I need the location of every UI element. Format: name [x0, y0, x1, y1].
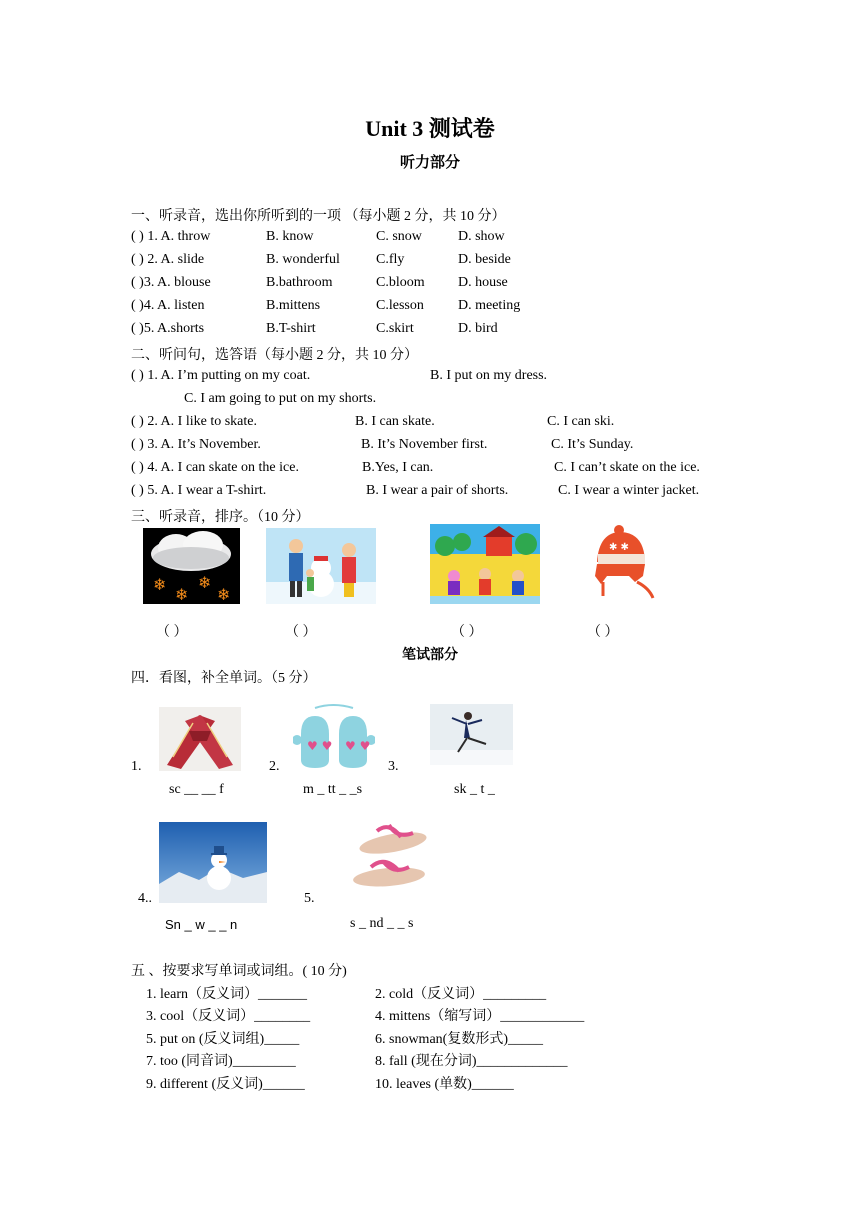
svg-text:❄: ❄: [175, 585, 189, 604]
answer-c: C. It’s Sunday.: [551, 437, 634, 452]
choice-c: C. snow: [376, 229, 422, 244]
answer-a: ( ) 4. A. I can skate on the ice.: [131, 460, 299, 475]
choice-c: C.bloom: [376, 275, 425, 290]
svg-text:♥ ♥: ♥ ♥: [345, 739, 371, 753]
answer-a: ( ) 3. A. It’s November.: [131, 437, 261, 452]
answer-b: B. I put on my dress.: [430, 368, 548, 383]
word-blank-sandals: s _ nd _ _ s: [350, 916, 414, 931]
exercise-item: 10. leaves (单数)______: [375, 1077, 514, 1092]
snowman-image: [159, 822, 267, 903]
children-winter-drawing-image: [430, 524, 540, 604]
section5-heading: 五 、按要求写单词或词组。( 10 分): [131, 964, 347, 979]
order-answer-4: （ ）: [587, 625, 619, 640]
item-number-4: 4..: [138, 891, 152, 906]
section1-heading: 一、听录音，选出你所听到的一项 （每小题 2 分，共 10 分）: [131, 209, 506, 224]
answer-c: C. I am going to put on my shorts.: [184, 391, 377, 406]
exercise-item: 9. different (反义词)______: [146, 1077, 305, 1092]
question-choice-a: ( ) 2. A. slide: [131, 252, 205, 267]
section3-heading: 三、听录音，排序。（10 分）: [131, 510, 310, 525]
answer-b: B. I can skate.: [355, 414, 435, 429]
svg-text:❄: ❄: [217, 585, 231, 604]
listening-part-heading: 听力部分: [399, 155, 460, 171]
word-blank-skate: sk _ t _: [454, 782, 495, 797]
item-number-1: 1.: [131, 759, 142, 774]
exercise-item: 6. snowman(复数形式)_____: [375, 1032, 543, 1047]
item-number-2: 2.: [269, 759, 280, 774]
answer-a: ( ) 1. A. I’m putting on my coat.: [131, 368, 311, 383]
snow-cloud-image: [143, 528, 240, 604]
page-title: Unit 3 测试卷: [365, 116, 495, 141]
item-number-5: 5.: [304, 891, 315, 906]
scarf-image: [159, 707, 241, 771]
answer-b: B. It’s November first.: [361, 437, 488, 452]
question-choice-a: ( )5. A.shorts: [131, 321, 205, 336]
exercise-item: 5. put on (反义词组)_____: [146, 1032, 300, 1047]
answer-b: B. I wear a pair of shorts.: [366, 483, 509, 498]
exercise-item: 4. mittens（缩写词）____________: [375, 1009, 585, 1024]
answer-c: C. I wear a winter jacket.: [558, 483, 700, 498]
svg-text:❄: ❄: [153, 575, 167, 594]
family-snowman-image: [266, 528, 376, 604]
answer-a: ( ) 5. A. I wear a T-shirt.: [131, 483, 267, 498]
exercise-item: 8. fall (现在分词)_____________: [375, 1054, 568, 1069]
winter-hat-image: [589, 524, 659, 604]
choice-b: B.T-shirt: [266, 321, 316, 336]
choice-d: D. meeting: [458, 298, 521, 313]
choice-b: B. wonderful: [266, 252, 340, 267]
order-answer-1: （ ）: [156, 625, 188, 640]
question-choice-a: ( ) 1. A. throw: [131, 229, 211, 244]
choice-b: B.bathroom: [266, 275, 333, 290]
choice-b: B. know: [266, 229, 314, 244]
writing-part-heading: 笔试部分: [402, 648, 458, 663]
choice-c: C.fly: [376, 252, 405, 267]
choice-b: B.mittens: [266, 298, 321, 313]
answer-a: ( ) 2. A. I like to skate.: [131, 414, 257, 429]
section4-heading: 四．看图，补全单词。（5 分）: [131, 671, 317, 686]
word-blank-mittens: m _ tt _ _s: [303, 782, 363, 797]
svg-text:❄: ❄: [198, 573, 212, 592]
answer-c: C. I can’t skate on the ice.: [554, 460, 700, 475]
exercise-item: 1. learn（反义词）_______: [146, 987, 307, 1002]
choice-d: D. show: [458, 229, 505, 244]
order-answer-3: （ ）: [451, 625, 483, 640]
choice-d: D. house: [458, 275, 508, 290]
item-number-3: 3.: [388, 759, 399, 774]
skater-image: [430, 704, 513, 765]
svg-text:✱ ✱: ✱ ✱: [609, 542, 629, 553]
exercise-item: 7. too (同音词)_________: [146, 1054, 296, 1069]
section2-heading: 二、听问句，选答语（每小题 2 分，共 10 分）: [131, 348, 418, 363]
question-choice-a: ( )4. A. listen: [131, 298, 205, 313]
answer-b: B.Yes, I can.: [362, 460, 434, 475]
exercise-item: 2. cold（反义词）_________: [375, 987, 547, 1002]
question-choice-a: ( )3. A. blouse: [131, 275, 211, 290]
choice-d: D. beside: [458, 252, 511, 267]
choice-d: D. bird: [458, 321, 498, 336]
answer-c: C. I can ski.: [547, 414, 615, 429]
word-blank-snowman: Sn _ w _ _ n: [165, 917, 238, 932]
sandals-image: [349, 819, 431, 896]
choice-c: C.skirt: [376, 321, 414, 336]
word-blank-scarf: sc __ __ f: [169, 782, 224, 797]
order-answer-2: （ ）: [285, 625, 317, 640]
mittens-image: [293, 704, 375, 773]
choice-c: C.lesson: [376, 298, 424, 313]
svg-text:♥ ♥: ♥ ♥: [307, 739, 333, 753]
exercise-item: 3. cool（反义词）________: [146, 1009, 311, 1024]
